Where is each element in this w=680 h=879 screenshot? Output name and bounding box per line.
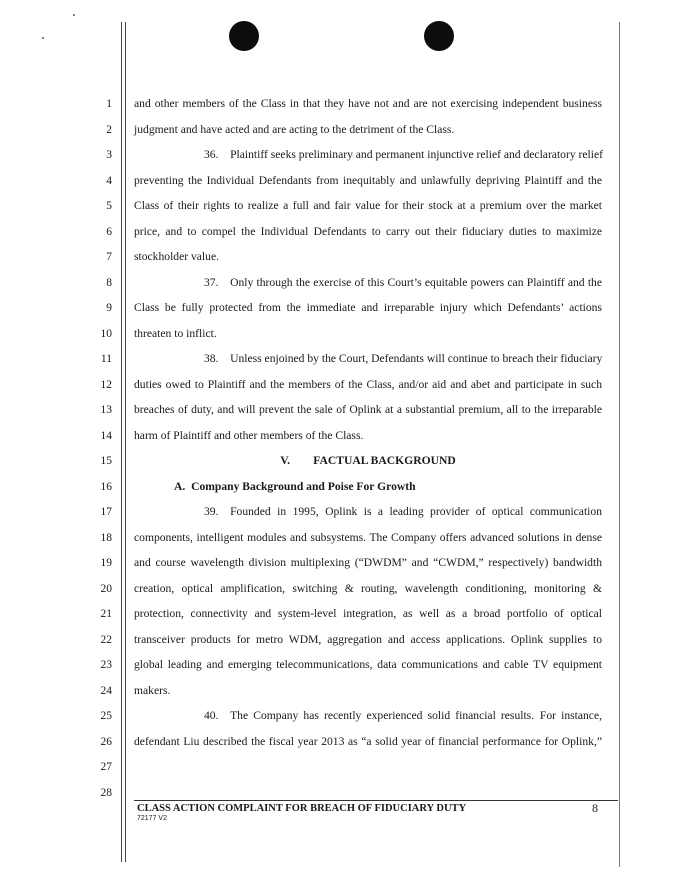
body-line: makers.: [134, 684, 171, 697]
subsection-heading: A. Company Background and Poise For Growth: [174, 480, 416, 493]
paragraph-38-start: 38. Unless enjoined by the Court, Defendants will continue to breach their fiduciary: [204, 352, 603, 365]
footer-doc-code: 72177 V2: [137, 815, 167, 822]
punch-hole-right: [424, 21, 454, 51]
line-number: 11: [100, 353, 112, 365]
line-number: 16: [100, 481, 112, 493]
line-number: 15: [100, 455, 112, 467]
line-number: 27: [100, 761, 112, 773]
line-number: 1: [106, 98, 112, 110]
body-line: price, and to compel the Individual Defendants to carry out their fiduciary duties to maximize: [134, 225, 602, 238]
line-number: 9: [106, 302, 112, 314]
body-line: defendant Liu described the fiscal year 2013 as “a solid year of financial performance for Oplink,”: [134, 735, 602, 748]
line-number: 6: [106, 226, 112, 238]
line-number: 21: [100, 608, 112, 620]
body-line: global leading and emerging telecommunications, data communications and cable TV equipment: [134, 658, 602, 671]
body-line: Class be fully protected from the immediate and irreparable injury which Defendants’ actions: [134, 301, 602, 314]
line-number: 14: [100, 430, 112, 442]
line-number: 4: [106, 175, 112, 187]
line-number: 17: [100, 506, 112, 518]
body-line: preventing the Individual Defendants from inequitably and unlawfully depriving Plaintiff and the: [134, 174, 602, 187]
body-line: protection, connectivity and system-level integration, as well as a broad portfolio of optical: [134, 607, 602, 620]
footer-rule: [134, 800, 618, 801]
page-number: 8: [592, 801, 598, 815]
line-number: 12: [100, 379, 112, 391]
body-line: components, intelligent modules and subsystems. The Company offers advanced solutions in dense: [134, 531, 602, 544]
line-number: 23: [100, 659, 112, 671]
line-number: 19: [100, 557, 112, 569]
line-number: 2: [106, 124, 112, 136]
left-margin-rule-inner: [125, 22, 126, 862]
body-line: creation, optical amplification, switching & routing, wavelength conditioning, monitoring &: [134, 582, 602, 595]
line-number: 26: [100, 736, 112, 748]
scan-speck: [73, 14, 75, 16]
line-number: 18: [100, 532, 112, 544]
paragraph-39-start: 39. Founded in 1995, Oplink is a leading provider of optical communication: [204, 505, 602, 518]
body-line: transceiver products for metro WDM, aggregation and access applications. Oplink supplies to: [134, 633, 602, 646]
line-number: 22: [100, 634, 112, 646]
right-margin-rule: [619, 22, 620, 867]
body-line: breaches of duty, and will prevent the sale of Oplink at a substantial premium, all to the irreparable: [134, 403, 602, 416]
line-number: 5: [106, 200, 112, 212]
paragraph-37-start: 37. Only through the exercise of this Court’s equitable powers can Plaintiff and the: [204, 276, 602, 289]
body-line: threaten to inflict.: [134, 327, 217, 340]
footer-title: CLASS ACTION COMPLAINT FOR BREACH OF FIDUCIARY DUTY: [137, 803, 467, 814]
body-line: harm of Plaintiff and other members of the Class.: [134, 429, 364, 442]
line-number: 10: [100, 328, 112, 340]
line-number: 3: [106, 149, 112, 161]
line-number: 28: [100, 787, 112, 799]
body-line: Class of their rights to realize a full and fair value for their stock at a premium over the market: [134, 199, 602, 212]
body-line: judgment and have acted and are acting to the detriment of the Class.: [134, 123, 455, 136]
line-number: 25: [100, 710, 112, 722]
left-margin-rule: [121, 22, 122, 862]
line-number: 8: [106, 277, 112, 289]
body-line: stockholder value.: [134, 250, 219, 263]
body-line: and other members of the Class in that they have not and are not exercising independent business: [134, 97, 602, 110]
line-number: 13: [100, 404, 112, 416]
line-number: 7: [106, 251, 112, 263]
body-line: duties owed to Plaintiff and the members of the Class, and/or aid and abet and participate in such: [134, 378, 602, 391]
paragraph-36-start: 36. Plaintiff seeks preliminary and permanent injunctive relief and declaratory relief: [204, 148, 603, 161]
punch-hole-left: [229, 21, 259, 51]
line-number: 20: [100, 583, 112, 595]
scan-speck: [42, 37, 44, 39]
line-number: 24: [100, 685, 112, 697]
paragraph-40-start: 40. The Company has recently experienced solid financial results. For instance,: [204, 709, 602, 722]
section-heading: V. FACTUAL BACKGROUND: [280, 454, 456, 467]
body-line: and course wavelength division multiplexing (“DWDM” and “CWDM,” respectively) bandwidth: [134, 556, 602, 569]
